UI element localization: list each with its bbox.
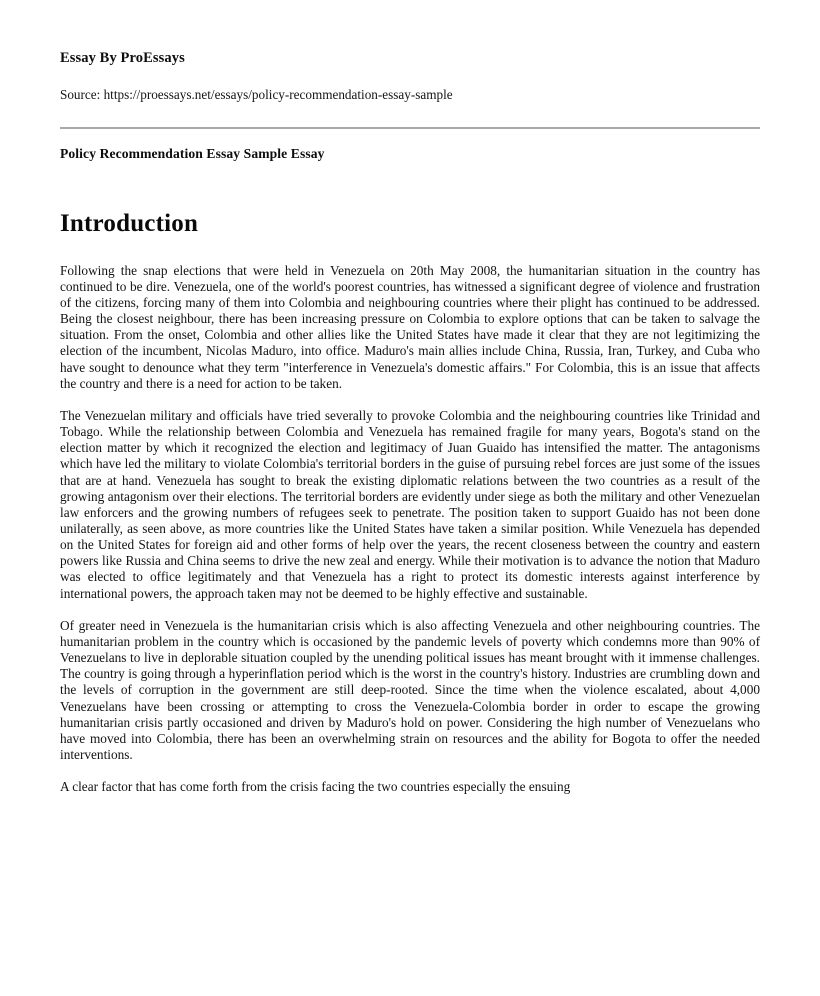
paragraph: The Venezuelan military and officials have tried severally to provoke Colombia and the neighbouring countries like Trinidad and Tobago. While the relationship between Colombia and Venezuela has remained fragile for many years, Bogota's stand on the election matter by which it recognized the election and legitimacy of Juan Guaido has intensified the matter. The antagonisms which have led the military to violate Colombia's territorial borders in the guise of pursuing rebel forces are just some of the issues that are at hand. Venezuela has sought to break the existing diplomatic relations between the two countries as a result of the growing antagonism over their elections. The territorial borders are evidently under siege as both the military and other Venezuelan law enforcers and the growing numbers of refugees seek to penetrate. The position taken to support Guaido has not been done unilaterally, as seen above, as more countries like the United States have taken a similar position. While Venezuela has depended on the United States for foreign aid and other forms of help over the years, the recent closeness between the country and eastern powers like Russia and China seems to drive the new zeal and energy. While their motivation is to advance the notion that Maduro was elected to office legitimately and that Venezuela has a right to protect its domestic interests against interference by international powers, the approach taken may not be deemed to be highly effective and sustainable. [60,407,760,601]
paragraph: Following the snap elections that were held in Venezuela on 20th May 2008, the humanitarian situation in the country has continued to be dire. Venezuela, one of the world's poorest countries, has witnessed a significant degree of violence and frustration of the citizens, forcing many of them into Colombia and neighbouring countries where their plight has continued to be addressed. Being the closest neighbour, there has been increasing pressure on Colombia to explore options that can be taken to salvage the situation. From the onset, Colombia and other allies like the United States have made it clear that they are not legitimizing the election of the incumbent, Nicolas Maduro, into office. Maduro's main allies include China, Russia, Iran, Turkey, and Cuba who have sought to denounce what they term "interference in Venezuela's domestic affairs." For Colombia, this is an issue that affects the country and there is a need for action to be taken. [60,262,760,391]
section-heading-introduction: Introduction [60,209,199,237]
paragraph: A clear factor that has come forth from the crisis facing the two countries especially the ensuing [60,779,571,795]
site-header: Essay By ProEssays [60,50,185,66]
page-content [60,0,760,795]
document-title: Policy Recommendation Essay Sample Essay [60,145,325,161]
source-url-line: Source: https://proessays.net/essays/policy-recommendation-essay-sample [60,87,453,103]
paragraph: Of greater need in Venezuela is the humanitarian crisis which is also affecting Venezuela and other neighbouring countries. The humanitarian problem in the country which is occasioned by the pandemic levels of poverty which condemns more than 90% of Venezuelans to live in deplorable situation coupled by the unending political issues has meant brought with it immense challenges. The country is going through a hyperinflation period which is the worst in the country's history. Industries are crumbling down and the levels of corruption in the government are still deep-rooted. Since the time when the violence escalated, about 4,000 Venezuelans have been crossing or attempting to cross the Venezuela-Colombia border in order to escape the growing humanitarian crisis partly occasioned and driven by Maduro's hold on power. Considering the high number of Venezuelans who have moved into Colombia, there has been an overwhelming strain on resources and the ability for Bogota to offer the needed interventions. [60,617,760,762]
body-copy [60,263,760,796]
header-divider [60,127,760,129]
